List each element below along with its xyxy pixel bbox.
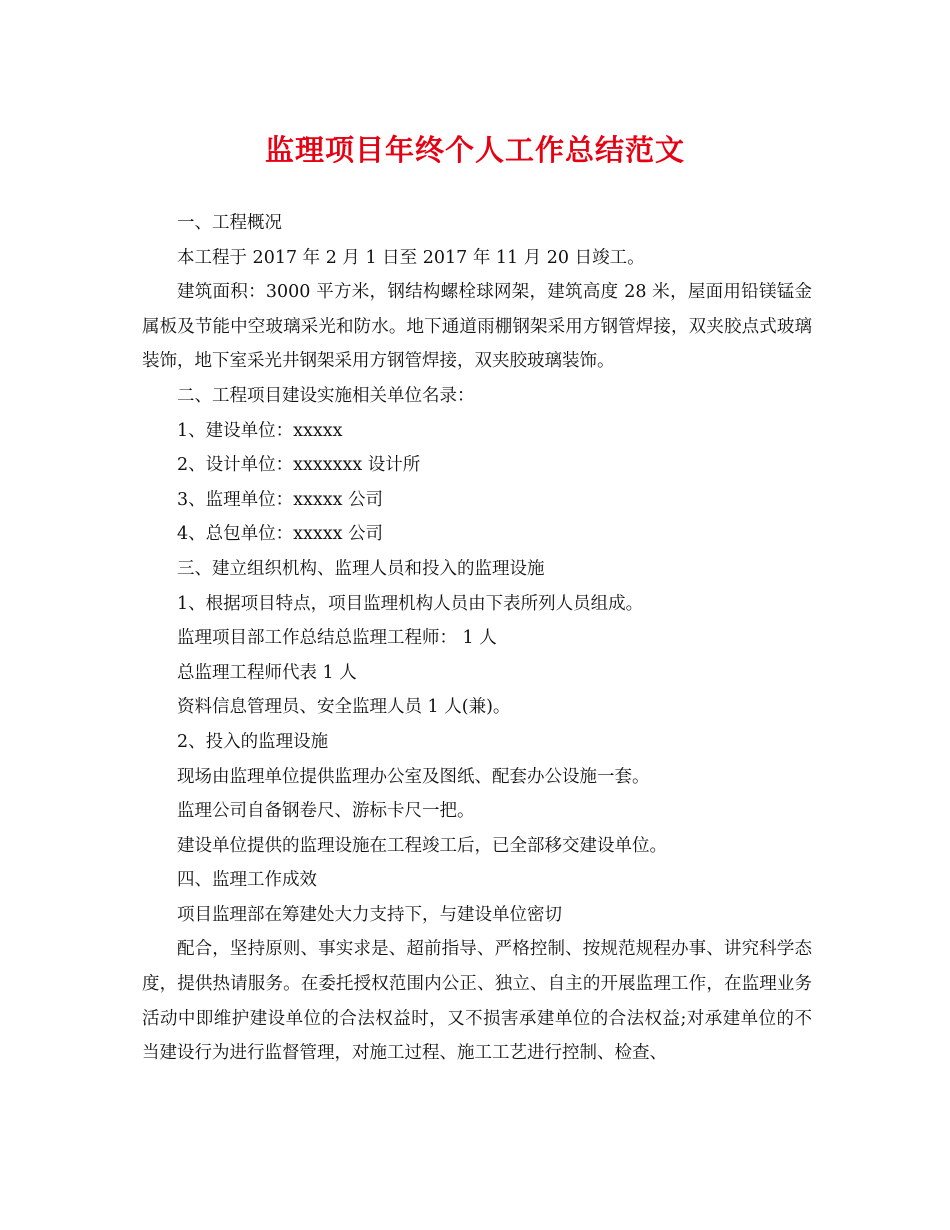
list-item-general-contractor: 4、总包单位：xxxxx 公司 bbox=[177, 524, 384, 545]
paragraph-chief-engineer: 监理项目部工作总结总监理工程师： 1 人 bbox=[177, 628, 497, 649]
list-item-supervision-unit: 3、监理单位：xxxxx 公司 bbox=[177, 489, 384, 510]
document-title: 监理项目年终个人工作总结范文 bbox=[264, 133, 685, 167]
paragraph-measuring-tools: 监理公司自备钢卷尺、游标卡尺一把。 bbox=[177, 801, 475, 822]
paragraph-supervision-principles: 配合，坚持原则、事实求是、超前指导、严格控制、按规范规程办事、讲究科学态度，提供热请服务。在委托授权范围内公正、独立、自主的开展监理工作，在监理业务活动中即维护建设单位的合法权益时，又不损害承建单位的合法权益;对承建单位的不当建设行为进行监督管理，对施工过程、施工工艺进行控制、检查、 bbox=[142, 939, 812, 1064]
document-body bbox=[142, 206, 812, 1071]
paragraph-office-facilities: 现场由监理单位提供监理办公室及图纸、配套办公设施一套。 bbox=[177, 766, 650, 787]
paragraph-completion-date: 本工程于 2017 年 2 月 1 日至 2017 年 11 月 20 日竣工。 bbox=[177, 247, 645, 268]
paragraph-information-manager: 资料信息管理员、安全监理人员 1 人(兼)。 bbox=[177, 697, 511, 718]
section-heading-overview: 一、工程概况 bbox=[177, 213, 282, 233]
paragraph-building-area: 建筑面积：3000 平方米，钢结构螺栓球网架，建筑高度 28 米，屋面用铅镁锰金属板及节能中空玻璃采光和防水。地下通道雨棚钢架采用方钢管焊接，双夹胶点式玻璃装饰，地下室采光井钢架采用方钢管焊接，双夹胶玻璃装饰。 bbox=[142, 282, 812, 372]
section-heading-organization: 三、建立组织机构、监理人员和投入的监理设施 bbox=[177, 558, 545, 579]
section-heading-results: 四、监理工作成效 bbox=[177, 870, 317, 891]
section-heading-units: 二、工程项目建设实施相关单位名录： bbox=[177, 385, 475, 406]
paragraph-cooperation-intro: 项目监理部在筹建处大力支持下，与建设单位密切 bbox=[177, 904, 562, 925]
paragraph-facilities-handover: 建设单位提供的监理设施在工程竣工后，已全部移交建设单位。 bbox=[177, 835, 667, 856]
paragraph-staff-composition: 1、根据项目特点，项目监理机构人员由下表所列人员组成。 bbox=[177, 593, 644, 614]
list-item-construction-unit: 1、建设单位：xxxxx bbox=[177, 420, 343, 441]
paragraph-chief-representative: 总监理工程师代表 1 人 bbox=[177, 662, 357, 683]
list-item-design-unit: 2、设计单位：xxxxxxx 设计所 bbox=[177, 455, 421, 476]
subsection-heading-facilities: 2、投入的监理设施 bbox=[177, 731, 329, 752]
